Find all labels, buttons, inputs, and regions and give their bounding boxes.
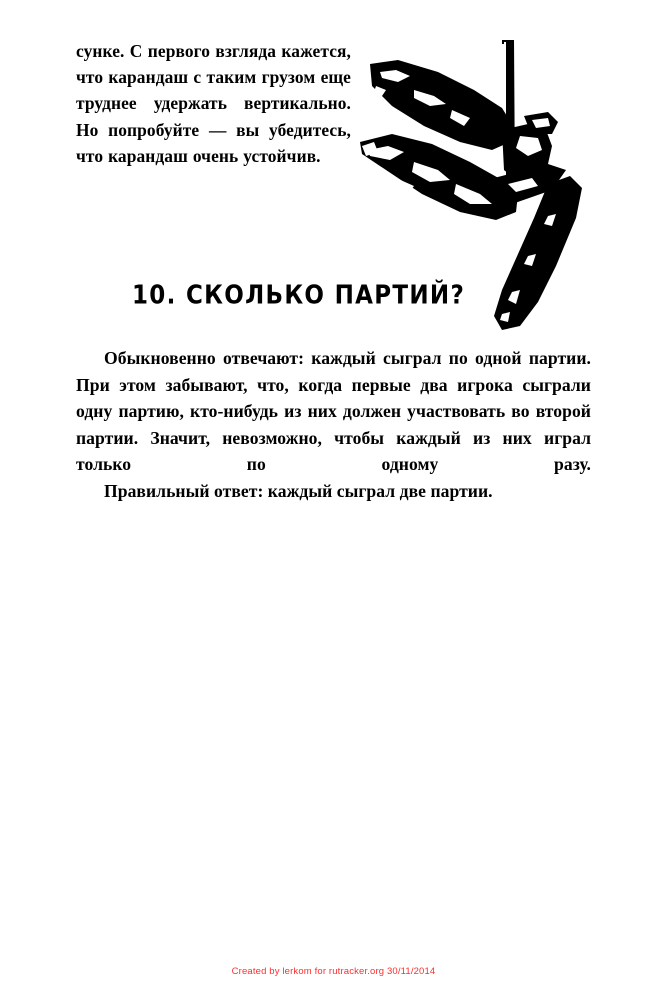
continuation-paragraph: сунке. С первого взгляда кажется, что карандаш с таким грузом еще труднее удержать вертикально. Но попробуйте — вы убедитесь, что карандаш очень устойчив. <box>76 41 351 166</box>
top-text-column <box>76 38 351 169</box>
answer-explanation-paragraph: Обыкновенно отвечают: каждый сыграл по одной партии. При этом забывают, что, когда первые два игрока сыграли одну партию, кто-нибудь из них должен участвовать во второй партии. Значит, невозможно, чтобы каждый из них играл только по одному разу. <box>76 348 591 475</box>
correct-answer-paragraph: Правильный ответ: каждый сыграл две партии. <box>104 480 493 501</box>
body-text-column <box>76 345 591 505</box>
footer-watermark: Created by lerkom for rutracker.org 30/11/2014 <box>231 966 436 977</box>
section-heading: 10. СКОЛЬКО ПАРТИЙ? <box>132 281 466 311</box>
